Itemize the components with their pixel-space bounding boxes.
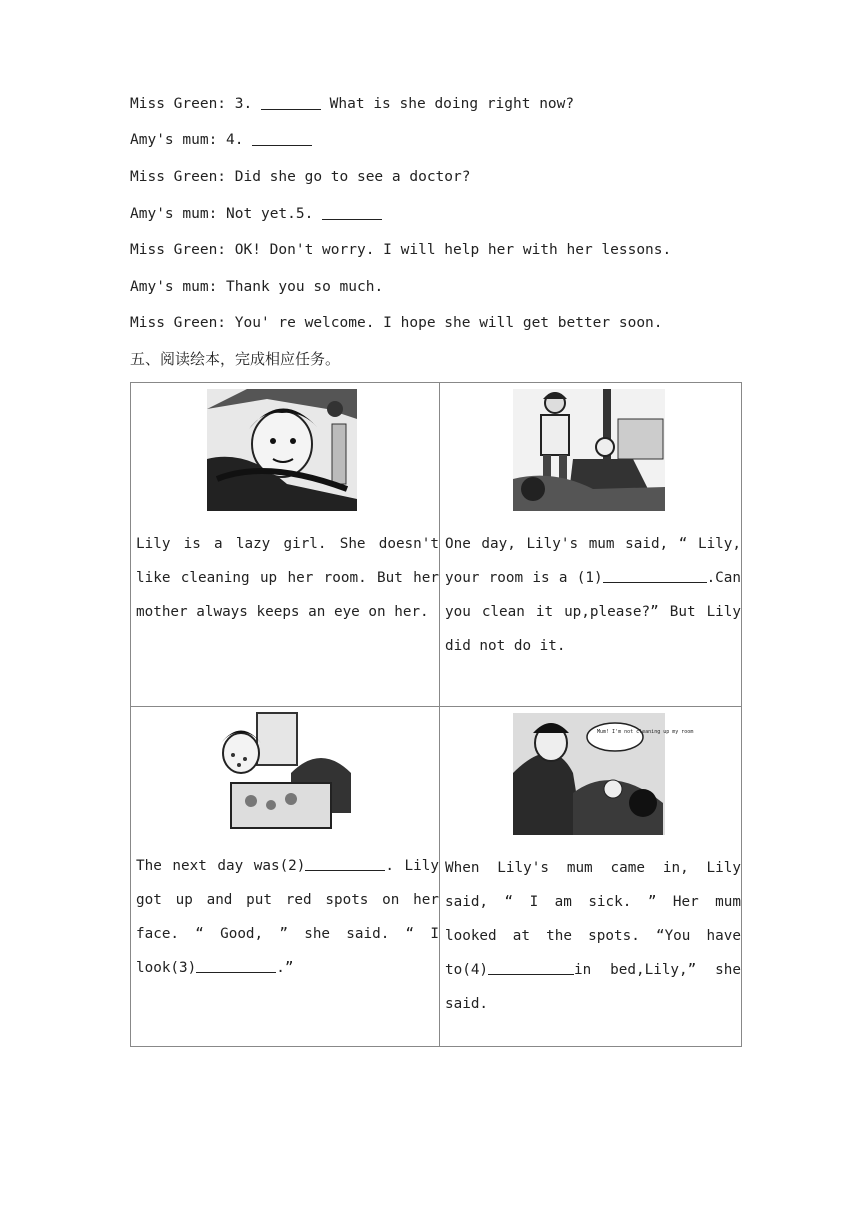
- answer-blank-3-story[interactable]: [196, 958, 276, 973]
- panel-2: [440, 383, 742, 707]
- section-heading: 五、阅读绘本，完成相应任务。: [130, 350, 341, 368]
- dialogue-line-1: Miss Green: 3. What is she doing right now?: [130, 96, 575, 112]
- answer-blank-4[interactable]: [252, 130, 312, 146]
- panel-3-text: The next day was(2) . Lily got up and put red spots on her face. “ Good, ” she said. “ I look(3) .”: [136, 858, 439, 976]
- answer-blank-3[interactable]: [261, 94, 321, 110]
- illustration-lily-girl: [207, 389, 357, 511]
- panel-1-text: Lily is a lazy girl. She doesn't like cleaning up her room. But her mother always keeps an eye on her.: [136, 536, 439, 620]
- answer-blank-5[interactable]: [322, 204, 382, 220]
- illustration-mum-comes-in: [513, 713, 694, 835]
- illustration-messy-room: [513, 389, 665, 511]
- dialogue-line-4: Amy's mum: Not yet.5.: [130, 204, 382, 224]
- speech-bubble-text: Mum! I'm not cleaning up my room: [597, 729, 694, 735]
- panel-1: [131, 383, 440, 707]
- answer-blank-1[interactable]: [603, 568, 707, 583]
- dialogue-line-3: Miss Green: Did she go to see a doctor?: [130, 169, 471, 185]
- dialogue-line-7: Miss Green: You' re welcome. I hope she will get better soon.: [130, 315, 663, 331]
- panel-4: [440, 707, 742, 1047]
- illustration-red-spots: [211, 713, 357, 833]
- panel-2-text: One day, Lily's mum said, “ Lily, your room is a (1) .Can you clean it up,please?” But Lily did not do it.: [445, 536, 741, 654]
- picture-book-table: [130, 382, 742, 1047]
- dialogue-line-2: Amy's mum: 4.: [130, 130, 312, 150]
- dialogue-line-5: Miss Green: OK! Don't worry. I will help her with her lessons.: [130, 242, 672, 258]
- panel-3: [131, 707, 440, 1047]
- dialogue-line-6: Amy's mum: Thank you so much.: [130, 279, 384, 295]
- panel-4-text: When Lily's mum came in, Lily said, “ I am sick. ” Her mum looked at the spots. “You have to(4) in bed,Lily,” she said.: [445, 860, 741, 1012]
- answer-blank-2[interactable]: [305, 856, 385, 871]
- answer-blank-4-story[interactable]: [488, 960, 574, 975]
